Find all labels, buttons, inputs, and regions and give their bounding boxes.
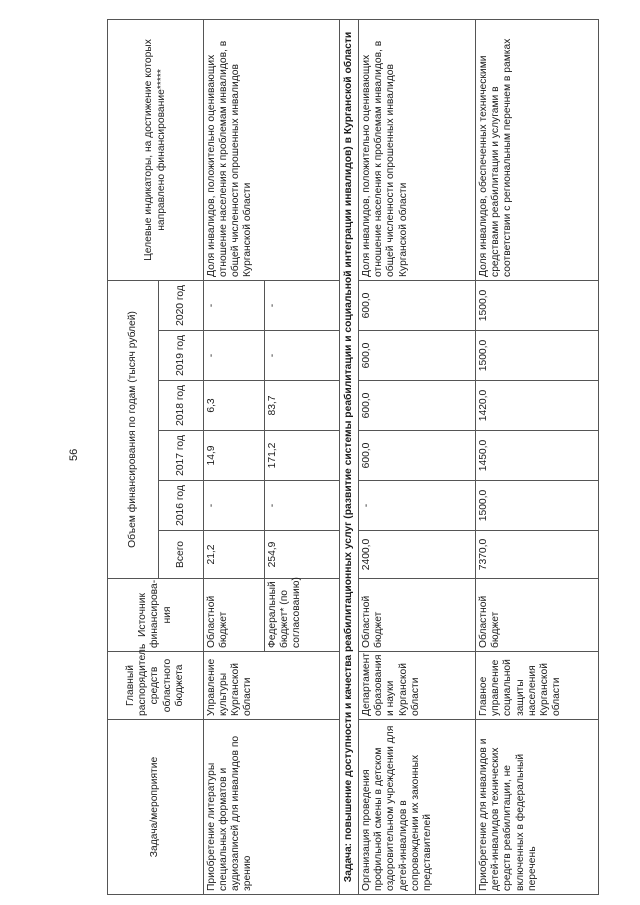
header-total: Всего xyxy=(159,531,204,579)
cell-2016: 1500,0 xyxy=(476,481,599,531)
cell-2020: 600,0 xyxy=(359,280,476,330)
header-year-2018: 2018 год xyxy=(159,381,204,431)
table-row xyxy=(476,19,599,894)
cell-2017: 1450,0 xyxy=(476,431,599,481)
page-number: 56 xyxy=(68,448,80,461)
cell-indicator: Доля инвалидов, положительно оценивающих отношение населения к проблемам инвалидов, в общей численности опрошенных инвалидов Курганской области xyxy=(359,19,476,280)
financing-table xyxy=(107,19,599,895)
cell-total: 254,9 xyxy=(265,531,340,579)
cell-2019: - xyxy=(204,331,265,381)
cell-2019: 1500,0 xyxy=(476,331,599,381)
header-row xyxy=(108,19,159,894)
cell-2018: 600,0 xyxy=(359,381,476,431)
cell-2019: - xyxy=(265,331,340,381)
cell-2016: - xyxy=(359,481,476,531)
cell-2020: - xyxy=(204,280,265,330)
header-volume: Объем финансирования по годам (тысяч рублей) xyxy=(108,280,159,578)
cell-source: Областной бюджет xyxy=(204,579,265,652)
cell-total: 2400,0 xyxy=(359,531,476,579)
table-row xyxy=(359,19,476,894)
cell-total: 7370,0 xyxy=(476,531,599,579)
cell-2019: 600,0 xyxy=(359,331,476,381)
header-year-2020: 2020 год xyxy=(159,280,204,330)
header-year-2017: 2017 год xyxy=(159,431,204,481)
cell-total: 21,2 xyxy=(204,531,265,579)
cell-task: Организация проведения профильной смены в детском оздоровительном учреждении для детей-инвалидов в сопровождении их законных представителей xyxy=(359,720,476,895)
cell-indicator: Доля инвалидов, обеспеченных техническими средствами реабилитации и услугами в соответствии с региональным перечнем в рамках xyxy=(476,19,599,280)
cell-source: Областной бюджет xyxy=(476,579,599,652)
cell-2018: 1420,0 xyxy=(476,381,599,431)
cell-task: Приобретение для инвалидов и детей-инвалидов технических средств реабилитации, не включенных в федеральный перечень xyxy=(476,720,599,895)
cell-task: Приобретение литературы специальных форматов и аудиозаписей для инвалидов по зрению xyxy=(204,720,340,895)
section-row xyxy=(340,19,359,894)
cell-manager: Главное управление социальной защиты населения Курганской области xyxy=(476,652,599,720)
cell-2020: 1500,0 xyxy=(476,280,599,330)
cell-indicator: Доля инвалидов, положительно оценивающих отношение населения к проблемам инвалидов, в общей численности опрошенных инвалидов Курганской области xyxy=(204,19,340,280)
cell-2017: 171,2 xyxy=(265,431,340,481)
header-source: Источник финансирова-ния xyxy=(108,579,204,652)
header-year-2019: 2019 год xyxy=(159,331,204,381)
cell-2017: 600,0 xyxy=(359,431,476,481)
cell-source: Федеральный бюджет* (по согласованию) xyxy=(265,579,340,652)
header-year-2016: 2016 год xyxy=(159,481,204,531)
cell-2017: 14,9 xyxy=(204,431,265,481)
header-indicators: Целевые индикаторы, на достижение которых направлено финансирование***** xyxy=(108,19,204,280)
cell-source: Областной бюджет xyxy=(359,579,476,652)
cell-manager: Управление культуры Курганской области xyxy=(204,652,340,720)
header-manager: Главный распорядитель средств областного бюджета xyxy=(108,652,204,720)
cell-2018: 83,7 xyxy=(265,381,340,431)
header-task: Задача/мероприятие xyxy=(108,720,204,895)
cell-2020: - xyxy=(265,280,340,330)
cell-2016: - xyxy=(265,481,340,531)
table-row xyxy=(204,19,265,894)
section-title: Задача: повышение доступности и качества реабилитационных услуг (развитие системы реабилитации и социальной интеграции инвалидов) в Курганской области xyxy=(340,19,359,894)
cell-2016: - xyxy=(204,481,265,531)
cell-2018: 6,3 xyxy=(204,381,265,431)
cell-manager: Департамент образования и науки Курганской области xyxy=(359,652,476,720)
